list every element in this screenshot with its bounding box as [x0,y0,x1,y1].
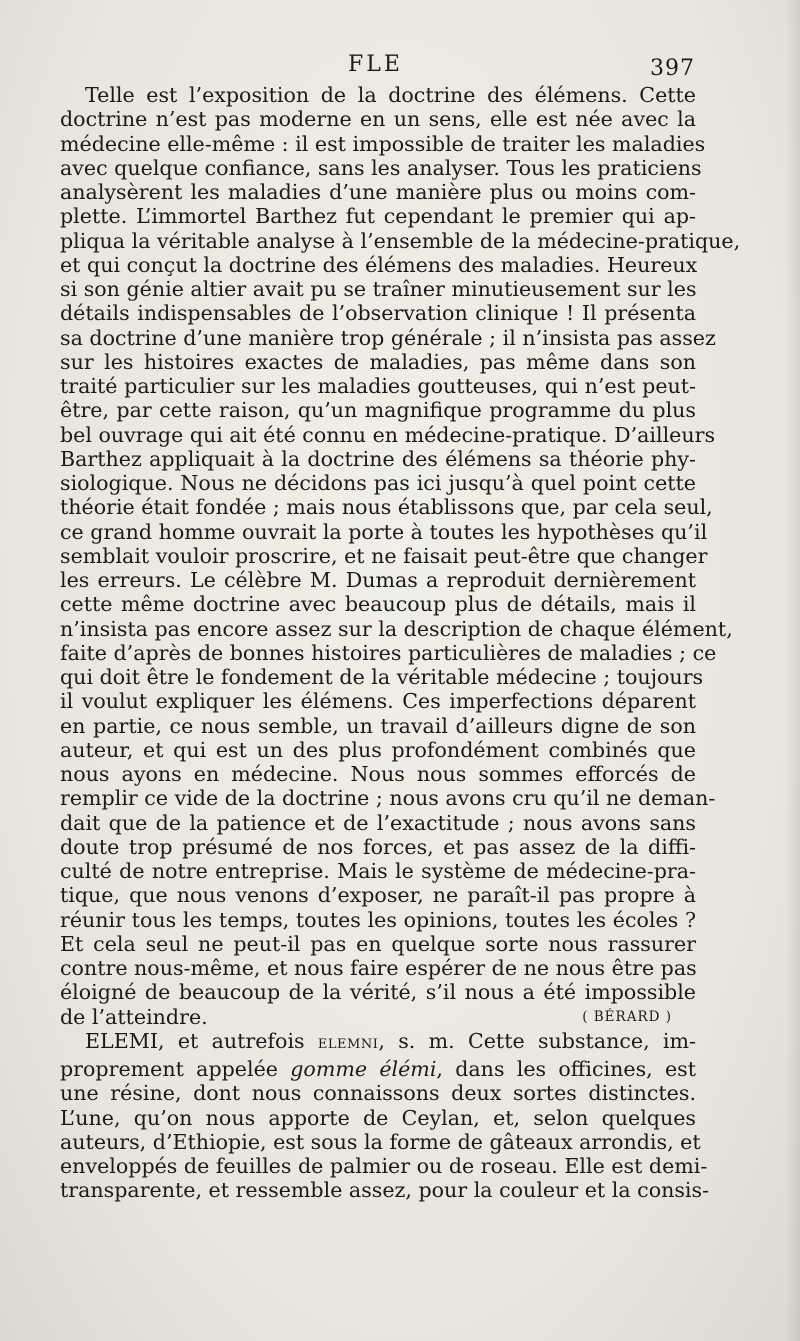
italic-term: gomme élémi [290,1057,437,1081]
text-line [60,350,696,374]
text-line [60,908,696,932]
page-header [0,52,800,82]
text-fragment: proprement appelée [60,1057,291,1081]
text-line [60,640,717,665]
text-line [60,762,696,786]
headword: ELEMI [85,1028,158,1053]
text-fragment: , dans les officines, est [436,1057,696,1081]
line-text: de l’atteindre. [60,1004,208,1029]
text-line [60,1029,696,1057]
line-text: n’insista pas encore assez sur la description de chaque élément, [60,616,733,641]
line-text: Et cela seul ne peut-il pas en quelque sorte nous rassurer [60,931,696,956]
line-text: bel ouvrage qui ait été connu en médecine-pratique. D’ailleurs [60,422,716,447]
text-line [60,811,696,835]
text-line [60,1005,696,1029]
text-line [60,956,696,980]
line-text: cette même doctrine avec beaucoup plus de détails, mais il [60,592,696,617]
text-line [60,83,696,107]
text-line [60,738,696,762]
line-text: auteur, et qui est un des plus profondément combinés que [60,737,696,762]
text-line [60,422,716,447]
text-line [60,495,713,520]
line-text: L’une, qu’on nous apporte de Ceylan, et, selon quelques [60,1105,696,1130]
text-line [60,835,696,859]
line-text: si son génie altier avait pu se traîner minutieusement sur les [60,277,697,301]
line-text: il voulut expliquer les élémens. Ces imperfections déparent [60,689,696,714]
line-text: dait que de la patience et de l’exactitude ; nous avons sans [60,810,696,835]
running-head: FLE [348,52,403,77]
line-text: Barthez appliquait à la doctrine des élémens sa théorie phy- [60,446,696,471]
text-line [60,253,696,277]
text-line [60,107,696,131]
line-text: tique, que nous venons d’exposer, ne paraît-il pas propre à [60,883,696,908]
text-line [60,883,696,907]
line-text: faite d’après de bonnes histoires particulières de maladies ; ce [60,640,717,665]
line-text: nous ayons en médecine. Nous nous sommes efforcés de [60,762,696,786]
line-text: être, par cette raison, qu’un magnifique programme du plus [60,398,696,423]
text-line [60,519,708,544]
text-line [60,665,704,689]
text-line [60,204,696,228]
line-text: doctrine n’est pas moderne en un sens, elle est née avec la [60,107,696,132]
line-text: auteurs, d’Ethiopie, est sous la forme de gâteaux arrondis, et [60,1129,701,1154]
author-signature: ( BÉRARD ) [582,1008,672,1025]
line-text: ce grand homme ouvrait la porte à toutes les hypothèses qu’il [60,519,708,544]
text-line [60,859,696,883]
text-line [60,155,702,180]
line-text: une résine, dont nous connaissons deux sortes distinctes. [60,1081,696,1106]
text-line [60,228,741,253]
text-line [60,1106,696,1130]
line-text: Telle est l’exposition de la doctrine des élémens. Cette [85,83,696,107]
text-line [60,1178,710,1203]
line-text: avec quelque confiance, sans les analyser. Tous les praticiens [60,155,702,180]
text-line [60,301,696,325]
text-line [60,180,696,204]
text-line [60,1154,708,1178]
line-text: détails indispensables de l’observation clinique ! Il présenta [60,301,696,326]
line-text: analysèrent les maladies d’une manière plus ou moins com- [60,180,696,204]
text-line [60,568,696,592]
article-elemi-continuation [60,1081,710,1203]
line-text: les erreurs. Le célèbre M. Dumas a reproduit dernièrement [60,568,696,592]
text-line [60,398,696,422]
text-line [60,471,696,495]
text-line [60,277,696,301]
line-text: éloigné de beaucoup de la vérité, s’il nous a été impossible [60,980,696,1005]
line-text: doute trop présumé de nos forces, et pas assez de la diffi- [60,834,696,859]
line-text: et qui conçut la doctrine des élémens des maladies. Heureux [60,252,698,277]
text-line [60,1081,696,1105]
text-line [60,325,716,350]
line-text: traité particulier sur les maladies goutteuses, qui n’est peut- [60,374,696,398]
text-line [60,714,696,738]
line-text: enveloppés de feuilles de palmier ou de roseau. Elle est demi- [60,1154,708,1178]
text-line [60,374,696,398]
line-text: plette. L’immortel Barthez fut cependant le premier qui ap- [60,204,696,229]
line-text: médecine elle-même : il est impossible de traiter les maladies [60,131,706,156]
line-text: en partie, ce nous semble, un travail d’ailleurs digne de son [60,713,696,738]
line-text: siologique. Nous ne décidons pas ici jusqu’à quel point cette [60,471,696,495]
text-line [60,1057,696,1081]
line-text: sa doctrine d’une manière trop générale ; il n’insista pas assez [60,325,716,350]
body-text [60,83,741,1203]
text-line [60,1129,701,1154]
line-text: réunir tous les temps, toutes les opinions, toutes les écoles ? [60,907,696,932]
text-line [60,616,733,641]
line-text: sur les histoires exactes de maladies, pas même dans son [60,349,696,374]
variant-headword: ELEMNI [317,1036,379,1052]
article-elemi [60,1028,710,1203]
line-text: qui doit être le fondement de la véritable médecine ; toujours [60,665,704,689]
text-line [60,689,696,713]
text-line [60,592,696,616]
text-line [60,543,708,568]
text-fragment: , s. m. Cette substance, im- [378,1028,697,1053]
text-fragment: , et autrefois [157,1028,318,1053]
line-text: transparente, et ressemble assez, pour la couleur et la consis- [60,1178,710,1203]
line-text: contre nous-même, et nous faire espérer de ne nous être pas [60,956,697,980]
line-text: théorie était fondée ; mais nous établissons que, par cela seul, [60,495,713,520]
line-text: culté de notre entreprise. Mais le système de médecine-pra- [60,859,696,883]
page-edge-shadow [786,0,800,1341]
text-line [60,131,706,156]
line-text: pliqua la véritable analyse à l’ensemble de la médecine-pratique, [60,228,741,253]
page-number: 397 [650,56,695,81]
text-line [60,980,696,1004]
text-line [60,447,696,471]
article-elemens-conclusion [60,83,741,1029]
line-text: remplir ce vide de la doctrine ; nous avons cru qu’il ne deman- [60,786,716,811]
line-text: semblait vouloir proscrire, et ne faisait peut-être que changer [60,543,708,568]
text-line [60,932,696,956]
text-line [60,786,716,811]
